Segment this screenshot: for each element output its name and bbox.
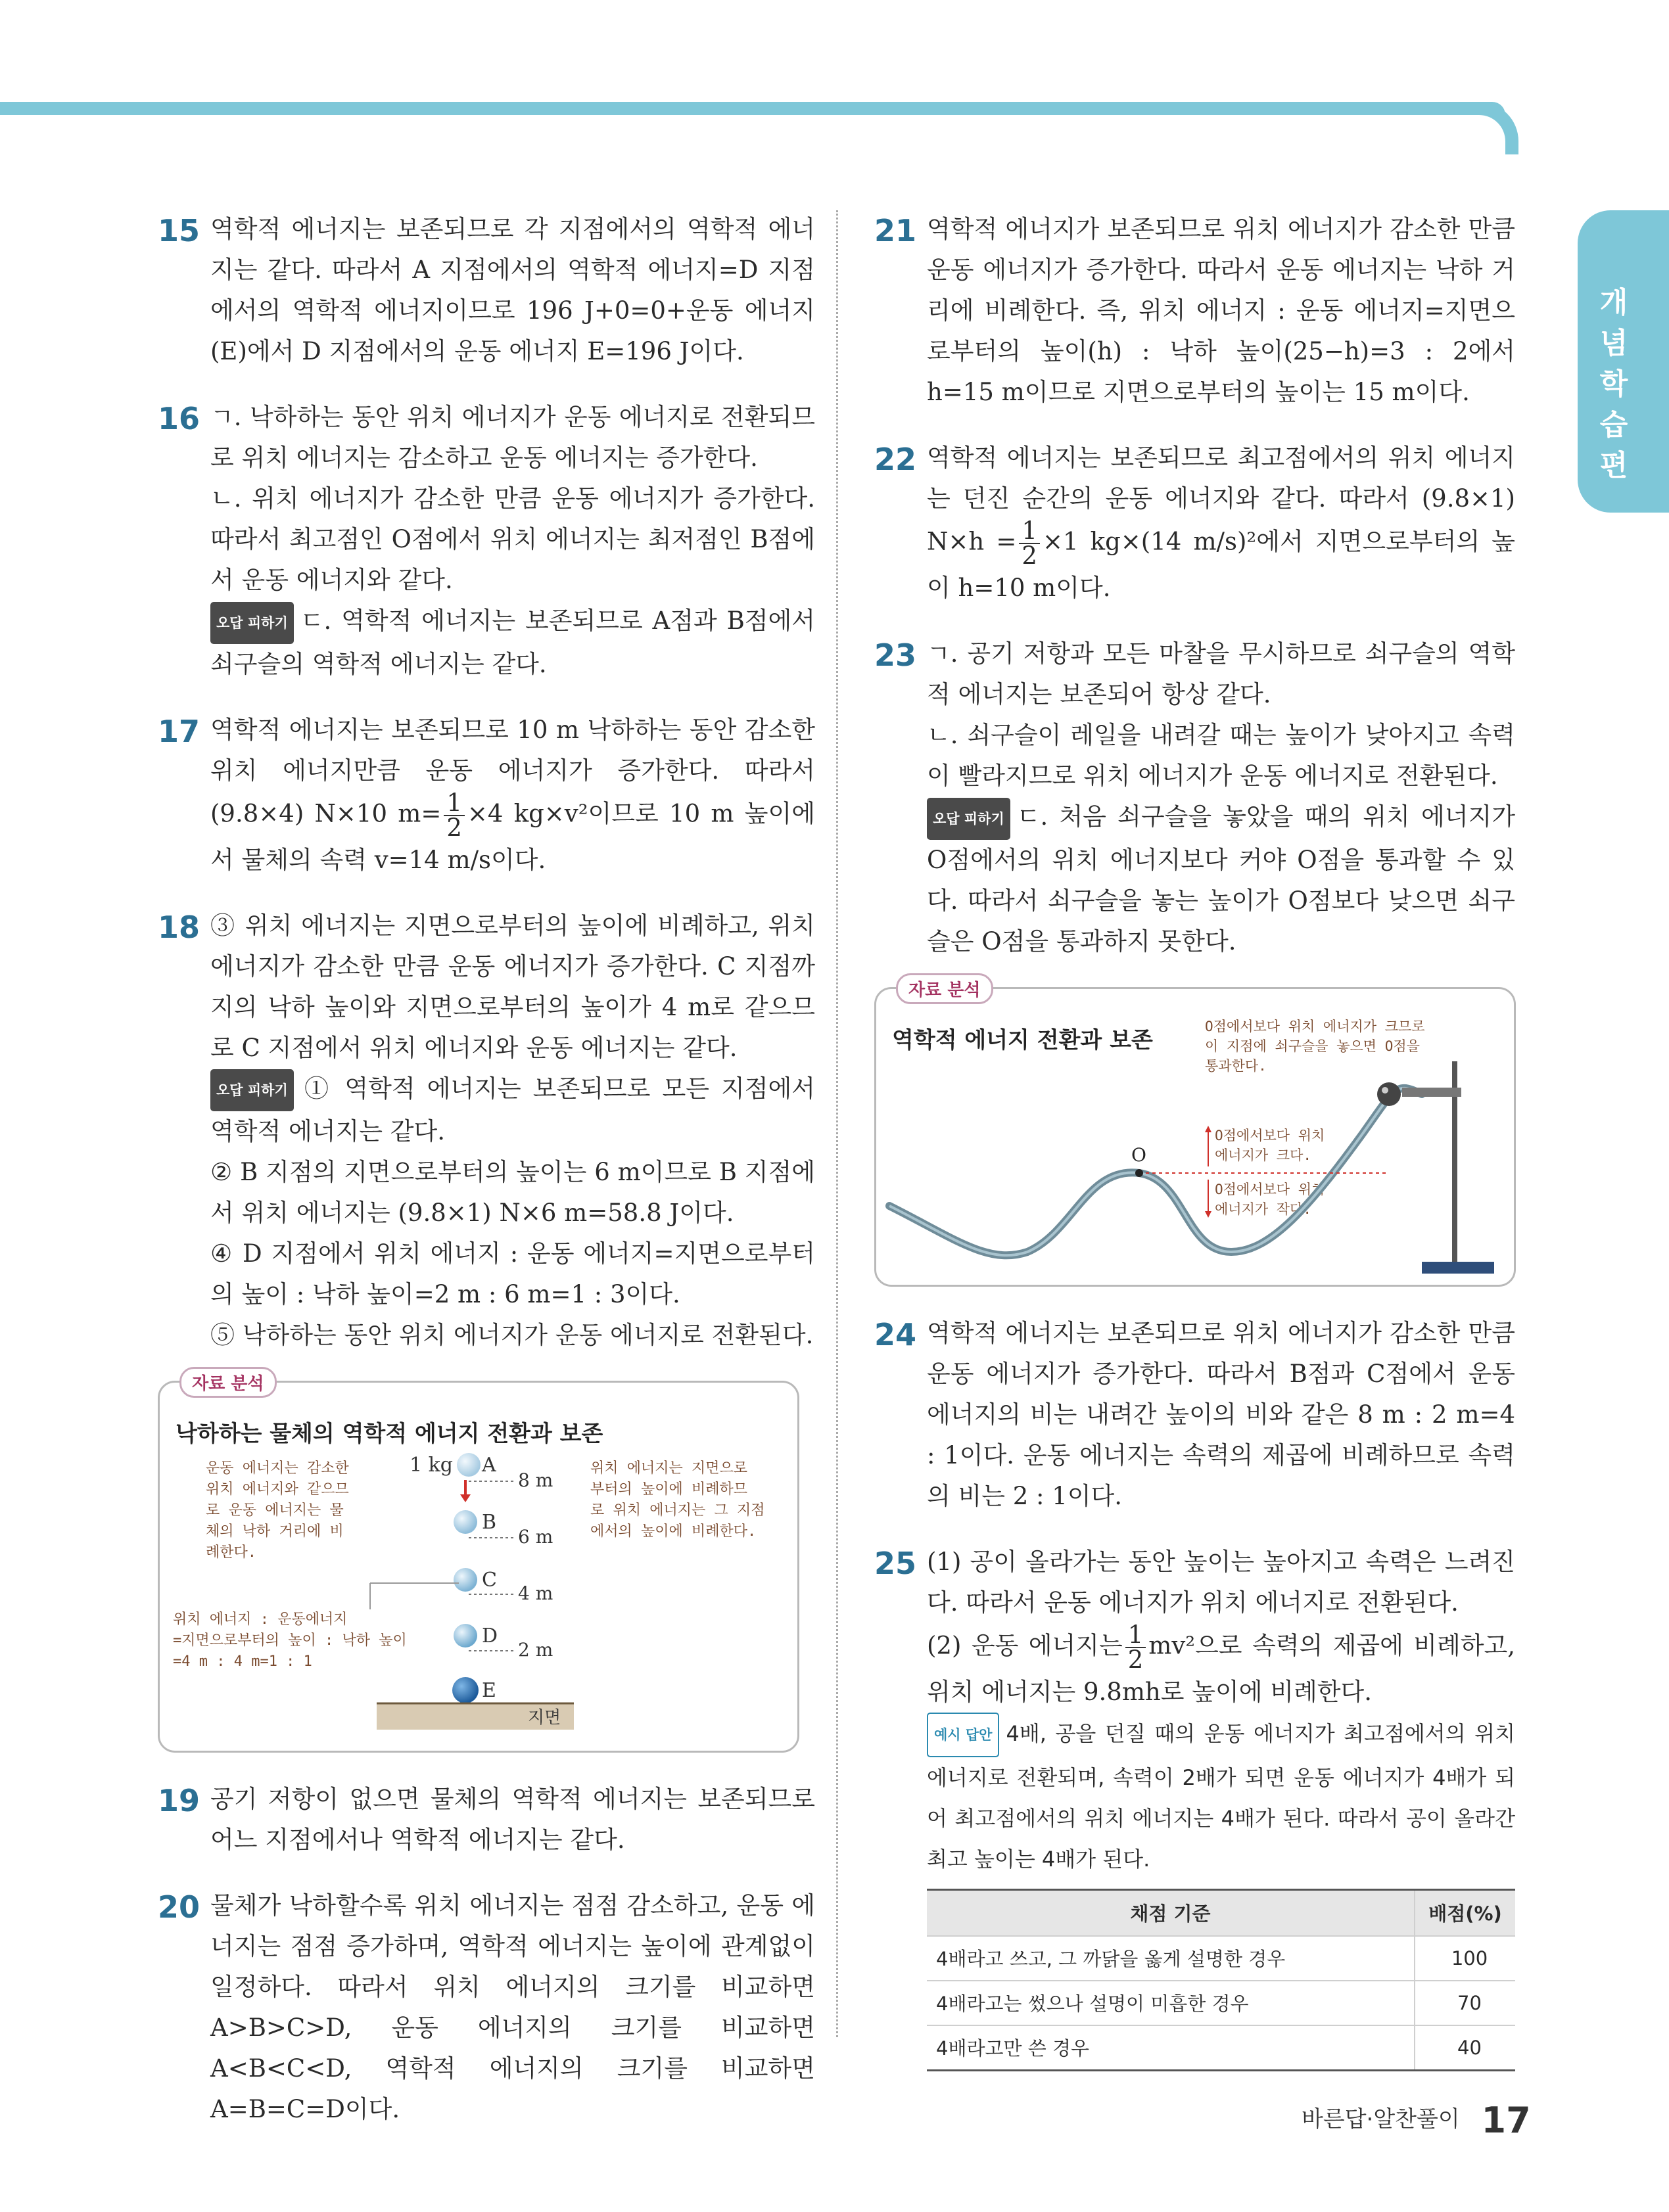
item-number: 22 xyxy=(874,442,917,477)
item-text: 공기 저항이 없으면 물체의 역학적 에너지는 보존되므로 어느 지점에서나 역학적 에너지는 같다. xyxy=(210,1785,815,1854)
point-A: A xyxy=(482,1454,496,1477)
answer-24 xyxy=(874,1313,1515,1517)
ball-A xyxy=(457,1453,481,1477)
table-row xyxy=(927,1981,1515,2025)
text-pre: 역학적 에너지는 보존되므로 10 m 낙하하는 동안 감소한 위치 에너지만큼 운동 에너지가 증가한다. 따라서 (9.8×4) N×10 m= xyxy=(210,715,816,827)
scoring-table xyxy=(927,1889,1515,2071)
left-column xyxy=(158,209,815,2155)
badge-text: ㄷ. 처음 쇠구슬을 놓았을 때의 위치 에너지가 O점에서의 위치 에너지보다 커야 O점을 통과할 수 있다. 따라서 쇠구슬을 놓는 높이가 O점보다 낮으면 쇠구슬은 O점을 통과하지 못한다. xyxy=(927,802,1515,956)
item-number: 19 xyxy=(158,1783,200,1818)
note-lower: O점에서보다 위치 에너지가 작다. xyxy=(1215,1181,1325,1217)
box-tag: 자료 분석 xyxy=(896,973,993,1004)
wrong-answer-badge: 오답 피하기 xyxy=(210,602,294,644)
ball-C xyxy=(454,1568,477,1592)
wrong-answer-note xyxy=(210,1069,815,1153)
badge-text: ① 역학적 에너지는 보존되므로 모든 지점에서 역학적 에너지는 같다. xyxy=(210,1074,815,1145)
note-higher: O점에서보다 위치 에너지가 크다. xyxy=(1215,1127,1325,1163)
criteria-cell: 4배라고만 쓴 경우 xyxy=(927,2025,1415,2071)
height-C: 4 m xyxy=(518,1582,553,1604)
answer-15 xyxy=(158,209,815,372)
points-cell: 70 xyxy=(1415,1981,1515,2025)
points-cell: 100 xyxy=(1415,1936,1515,1981)
fraction-numerator: 1 xyxy=(444,791,465,816)
table-row xyxy=(927,1936,1515,1981)
note-release-point: O점에서보다 위치 에너지가 크므로 이 지점에 쇠구슬을 놓으면 O점을 통과한다. xyxy=(1205,1018,1425,1074)
item-text: ㄱ. 낙하하는 동안 위치 에너지가 운동 에너지로 전환되므로 위치 에너지는 감소하고 운동 에너지는 증가한다. xyxy=(210,403,815,472)
right-column xyxy=(874,209,1515,2096)
note-potential: 위치 에너지는 지면으로 부터의 높이에 비례하므 로 위치 에너지는 그 지점 에서의 높이에 비례한다. xyxy=(590,1460,765,1540)
falling-ball-diagram xyxy=(160,1383,797,1751)
top-accent-hook xyxy=(1479,102,1518,154)
table-row xyxy=(927,2025,1515,2071)
higher-arrow-head xyxy=(1205,1126,1211,1132)
example-answer-badge: 예시 답안 xyxy=(927,1713,999,1757)
wrong-answer-badge: 오답 피하기 xyxy=(210,1069,294,1111)
fraction xyxy=(1019,519,1040,568)
page-footer xyxy=(1302,2100,1531,2141)
criteria-cell: 4배라고 쓰고, 그 까닭을 옳게 설명한 경우 xyxy=(927,1936,1415,1981)
point-O-dot xyxy=(1135,1169,1143,1177)
item-text: 역학적 에너지는 보존되므로 위치 에너지가 감소한 만큼 운동 에너지가 증가한다. 따라서 B점과 C점에서 운동 에너지의 비는 내려간 높이의 비와 같은 8 m : 2 m=4 : 1이다. 운동 에너지는 속력의 제곱에 비례하므로 속력의 비는 2 : 1이다. xyxy=(927,1318,1515,1510)
item-number: 15 xyxy=(158,213,200,248)
item-number: 17 xyxy=(158,713,200,749)
column-separator xyxy=(836,210,838,2037)
height-B: 6 m xyxy=(518,1526,553,1548)
item-text: ④ D 지점에서 위치 에너지 : 운동 에너지=지면으로부터의 높이 : 낙하 높이=2 m : 6 m=1 : 3이다. xyxy=(210,1239,815,1308)
header-points: 배점(%) xyxy=(1415,1889,1515,1936)
side-tab-label: 개 념 학 습 편 xyxy=(1599,286,1628,482)
answer-16 xyxy=(158,397,815,685)
item-text: 역학적 에너지가 보존되므로 위치 에너지가 감소한 만큼 운동 에너지가 증가한다. 따라서 운동 에너지는 낙하 거리에 비례한다. 즉, 위치 에너지 : 운동 에너지=지면으로부터의 높이(h) : 낙하 높이(25−h)=3 : 2에서 h=15 m이므로 지면으로부터의 높이는 15 m이다. xyxy=(927,215,1515,406)
item-text: ⑤ 낙하하는 동안 위치 에너지가 운동 에너지로 전환된다. xyxy=(210,1321,814,1349)
text-post: ×4 kg×v²이므로 10 m 높이에서 물체의 속력 v=14 m/s이다. xyxy=(210,799,815,874)
wrong-answer-badge: 오답 피하기 xyxy=(927,798,1010,840)
stand-base xyxy=(1422,1262,1494,1274)
data-analysis-box-falling xyxy=(158,1374,799,1753)
header-criteria: 채점 기준 xyxy=(927,1889,1415,1936)
item-text xyxy=(210,710,815,881)
ground-label: 지면 xyxy=(528,1708,561,1728)
ball-D xyxy=(454,1624,477,1647)
footer-label: 바른답·알찬풀이 xyxy=(1302,2106,1460,2132)
point-D: D xyxy=(482,1624,498,1647)
fall-arrow-head xyxy=(460,1494,471,1502)
steel-ball-shine xyxy=(1382,1087,1388,1094)
answer-20 xyxy=(158,1885,815,2130)
box-title: 낙하하는 물체의 역학적 에너지 전환과 보존 xyxy=(176,1421,603,1447)
item-number: 18 xyxy=(158,909,200,945)
item-text xyxy=(927,1620,1515,1713)
fraction-numerator: 1 xyxy=(1125,1623,1146,1648)
fraction-numerator: 1 xyxy=(1019,519,1040,544)
item-text xyxy=(927,438,1515,609)
item-text: (1) 공이 올라가는 동안 높이는 높아지고 속력은 느려진다. 따라서 운동 에너지가 위치 에너지로 전환된다. xyxy=(927,1547,1515,1617)
fraction-denominator: 2 xyxy=(1127,1645,1144,1674)
item-number: 23 xyxy=(874,637,917,673)
table-header-row xyxy=(927,1889,1515,1936)
page-number: 17 xyxy=(1481,2100,1531,2141)
item-number: 16 xyxy=(158,401,200,436)
mass-label: 1 kg xyxy=(410,1454,454,1477)
points-cell: 40 xyxy=(1415,2025,1515,2071)
wrong-answer-note xyxy=(210,601,815,685)
note-kinetic: 운동 에너지는 감소한 위치 에너지와 같으므 로 운동 에너지는 물 체의 낙하 거리에 비 례한다. xyxy=(206,1460,349,1561)
text-pre: (2) 운동 에너지는 xyxy=(927,1631,1123,1659)
fraction xyxy=(1125,1620,1146,1674)
text-pre: 역학적 에너지는 보존되므로 최고점에서의 위치 에너지는 던진 순간의 운동 에너지와 같다. 따라서 (9.8×1) N×h = xyxy=(927,444,1515,556)
item-text: ② B 지점의 지면으로부터의 높이는 6 m이므로 B 지점에서 위치 에너지는 (9.8×1) N×6 m=58.8 J이다. xyxy=(210,1158,815,1227)
item-text: ㄴ. 위치 에너지가 감소한 만큼 운동 에너지가 증가한다. 따라서 최고점인 O점에서 위치 에너지는 최저점인 B점에서 운동 에너지와 같다. xyxy=(210,484,815,594)
note-ratio: 위치 에너지 : 운동에너지 =지면으로부터의 높이 : 낙하 높이 =4 m : 4 m=1 : 1 xyxy=(173,1611,407,1670)
answer-19 xyxy=(158,1779,815,1860)
text-post: mv²으로 속력의 제곱에 비례하고, 위치 에너지는 9.8mh로 높이에 비례한다. xyxy=(927,1631,1515,1706)
fraction xyxy=(444,788,465,842)
rail-diagram xyxy=(876,989,1514,1285)
lower-arrow-head xyxy=(1205,1211,1211,1218)
point-B: B xyxy=(482,1511,497,1534)
fraction-denominator: 2 xyxy=(1022,541,1037,570)
fraction-denominator: 2 xyxy=(446,813,462,842)
item-text: ㄴ. 쇠구슬이 레일을 내려갈 때는 높이가 낮아지고 속력이 빨라지므로 위치 에너지가 운동 에너지로 전환된다. xyxy=(927,721,1515,790)
stand-clamp xyxy=(1402,1088,1461,1097)
criteria-cell: 4배라고는 썼으나 설명이 미흡한 경우 xyxy=(927,1981,1415,2025)
item-text: ③ 위치 에너지는 지면으로부터의 높이에 비례하고, 위치 에너지가 감소한 만큼 운동 에너지가 증가한다. C 지점까지의 낙하 높이와 지면으로부터의 높이가 4 m로 같으므로 C 지점에서 위치 에너지와 운동 에너지는 같다. xyxy=(210,911,815,1062)
answer-18 xyxy=(158,906,815,1356)
answer-23 xyxy=(874,634,1515,962)
height-D: 2 m xyxy=(518,1639,553,1661)
answer-21 xyxy=(874,209,1515,413)
answer-25 xyxy=(874,1542,1515,2071)
rail-track xyxy=(889,1088,1422,1255)
height-A: 8 m xyxy=(518,1469,553,1491)
wrong-answer-note xyxy=(927,796,1515,962)
item-text: 물체가 낙하할수록 위치 에너지는 점점 감소하고, 운동 에너지는 점점 증가하며, 역학적 에너지는 높이에 관계없이 일정하다. 따라서 위치 에너지의 크기를 비교하면 A>B>C>D, 운동 에너지의 크기를 비교하면 A<B<C<D, 역학적 에너지의 크기를 비교하면 A=B=C=D이다. xyxy=(210,1891,816,2123)
steel-ball xyxy=(1377,1082,1401,1106)
badge-text: ㄷ. 역학적 에너지는 보존되므로 A점과 B점에서 쇠구슬의 역학적 에너지는 같다. xyxy=(210,607,815,678)
point-E: E xyxy=(482,1679,496,1702)
item-text: 역학적 에너지는 보존되므로 각 지점에서의 역학적 에너지는 같다. 따라서 A 지점에서의 역학적 에너지=D 지점에서의 역학적 에너지이므로 196 J+0=0+운동 에너지(E)에서 D 지점에서의 운동 에너지 E=196 J이다. xyxy=(210,215,815,365)
ball-B xyxy=(454,1510,477,1534)
item-number: 21 xyxy=(874,213,917,248)
item-text: ㄱ. 공기 저항과 모든 마찰을 무시하므로 쇠구슬의 역학적 에너지는 보존되어 항상 같다. xyxy=(927,639,1515,708)
answer-17 xyxy=(158,710,815,881)
box-title: 역학적 에너지 전환과 보존 xyxy=(892,1026,1153,1053)
data-analysis-box-rail xyxy=(874,980,1516,1287)
point-C: C xyxy=(482,1569,497,1592)
item-number: 25 xyxy=(874,1545,917,1581)
text-post: ×1 kg×(14 m/s)²에서 지면으로부터의 높이 h=10 m이다. xyxy=(927,527,1515,602)
rail-track-highlight xyxy=(889,1088,1422,1255)
item-number: 20 xyxy=(158,1889,200,1925)
box-tag: 자료 분석 xyxy=(179,1367,277,1398)
ball-E xyxy=(452,1677,479,1703)
item-number: 24 xyxy=(874,1316,917,1352)
point-O-label: O xyxy=(1131,1143,1146,1166)
section-side-tab xyxy=(1578,210,1669,513)
example-answer-text: 4배, 공을 던질 때의 운동 에너지가 최고점에서의 위치 에너지로 전환되며, 속력이 2배가 되면 운동 에너지가 4배가 되어 최고점에서의 위치 에너지는 4배가 된다. 따라서 공이 올라간 최고 높이는 4배가 된다. xyxy=(927,1720,1515,1872)
example-answer xyxy=(927,1713,1515,1879)
top-accent-bar xyxy=(0,102,1505,115)
answer-22 xyxy=(874,438,1515,609)
